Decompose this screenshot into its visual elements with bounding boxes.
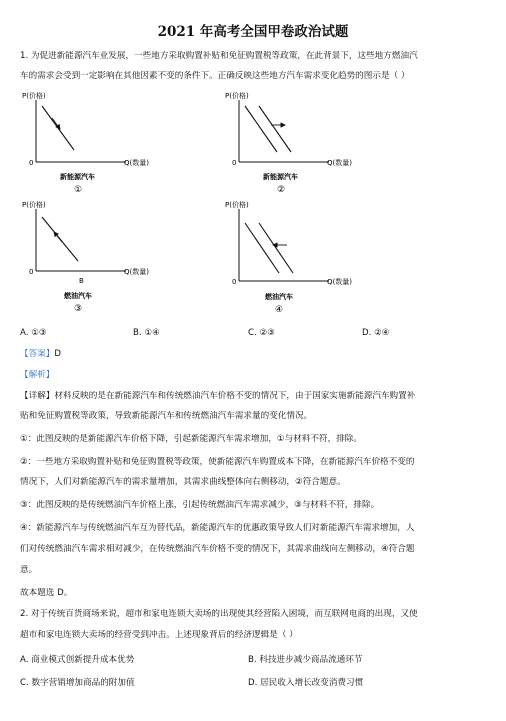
q1-detail-line-9: 意。 [20, 565, 38, 575]
q1-option-a: A. ①③ [20, 328, 47, 338]
y-axis-label: P(价格) [22, 92, 46, 100]
q1-detail-line-3: ①：此图反映的是新能源汽车价格下降，引起新能源汽车需求增加，①与材料不符，排除。 [20, 434, 362, 444]
y-axis-label: P(价格) [225, 92, 249, 100]
q1-detail-line-6: ③：此图反映的是传统燃油汽车价格上涨，引起传统燃油汽车需求减少，③与材料不符，排除。 [20, 500, 380, 510]
graph-caption: 燃油汽车 [265, 293, 293, 301]
detail-text: 材料反映的是在新能源汽车和传统燃油汽车价格不变的情况下，由于国家实施新能源汽车购置补 [54, 391, 416, 401]
demand-curve-original [259, 223, 293, 273]
detail-tag: 【详解】 [20, 391, 55, 401]
q1-option-b: B. ①④ [133, 328, 160, 338]
page-title: 2021 年高考全国甲卷政治试题 [157, 24, 349, 40]
graph-caption: 新能源汽车 [60, 173, 95, 181]
answer-tag: 【答案】 [20, 349, 55, 359]
demand-curve-shifted [259, 106, 291, 152]
q2-option-a: A. 商业模式创新提升成本优势 [20, 655, 135, 665]
answer-value: D [54, 349, 62, 359]
x-axis-label: Q(数量) [124, 268, 149, 276]
origin-label: 0 [29, 159, 34, 167]
graph-1-new-energy [20, 92, 170, 202]
demand-curve [42, 106, 74, 150]
q2-stem-line-1: 2. 对于传统百货商场来说，超市和家电连锁大卖场的出现使其经营陷入困境，而互联网电商的出现，又使 [20, 609, 418, 619]
graph-number: ① [74, 185, 83, 195]
movement-arrow [52, 118, 60, 129]
demand-curve-shifted [245, 223, 279, 273]
y-axis-label: P(价格) [22, 201, 46, 209]
origin-label: 0 [232, 159, 237, 167]
q2-option-c: C. 数字营销增加商品的附加值 [20, 678, 135, 688]
graph-number: ③ [74, 304, 83, 314]
point-label: B [79, 277, 84, 285]
graph-4-fuel [223, 201, 373, 316]
q1-conclusion: 故本题选 D。 [20, 588, 73, 598]
graph-number: ② [277, 185, 286, 195]
movement-arrow [54, 232, 62, 242]
q1-stem-line-2: 车的需求会受到一定影响在其他因素不变的条件下。正确反映这些地方汽车需求变化趋势的图示是（ ） [20, 71, 410, 81]
q1-detail-line-5: 情况下，人们对新能源汽车的需求量增加，其需求曲线整体向右侧移动，②符合题意。 [20, 477, 346, 487]
graph-3-fuel [20, 201, 170, 316]
origin-label: 0 [232, 278, 237, 286]
q2-option-d: D. 居民收入增长改变消费习惯 [248, 678, 364, 688]
graph-2-new-energy [223, 92, 373, 202]
x-axis-label: Q(数量) [124, 159, 149, 167]
graph-caption: 燃油汽车 [64, 292, 92, 300]
graph-number: ④ [275, 305, 284, 315]
y-axis-label: P(价格) [225, 201, 249, 209]
q1-detail-line-4: ②：一些地方采取购置补贴和免征购置税等政策，使新能源汽车购置成本下降，在新能源汽车价格不变的 [20, 457, 415, 467]
origin-label: 0 [29, 268, 34, 276]
q1-option-c: C. ②③ [248, 328, 275, 338]
x-axis-label: Q(数量) [327, 159, 352, 167]
graph-caption: 新能源汽车 [263, 173, 298, 181]
x-axis-label: Q(数量) [327, 278, 352, 286]
q1-stem-line-1: 1. 为促进新能源汽车业发展，一些地方采取购置补贴和免征购置税等政策，在此背景下，这些地方燃油汽 [20, 51, 418, 61]
q1-analysis-tag-line [20, 370, 488, 381]
q2-option-b: B. 科技进步减少商品流通环节 [248, 655, 363, 665]
q1-answer [20, 349, 488, 360]
q1-detail-line-2: 贴和免征购置税等政策，导致新能源汽车和传统燃油汽车需求量的变化情况。 [20, 411, 313, 421]
demand-curve-original [245, 106, 277, 152]
q1-detail-line-1 [20, 391, 488, 402]
q1-detail-line-7: ④：新能源汽车与传统燃油汽车互为替代品，新能源汽车的优惠政策导致人们对新能源汽车需求增加，人 [20, 523, 415, 533]
q1-detail-line-8: 们对传统燃油汽车需求相对减少，在传统燃油汽车价格不变的情况下，其需求曲线向左侧移动，④符合题 [20, 544, 415, 554]
analysis-tag: 【解析】 [20, 370, 55, 380]
q1-option-d: D. ②④ [362, 328, 390, 338]
q2-stem-line-2: 超市和家电连锁大卖场的经营受到冲击。上述现象背后的经济逻辑是（ ） [20, 630, 298, 640]
